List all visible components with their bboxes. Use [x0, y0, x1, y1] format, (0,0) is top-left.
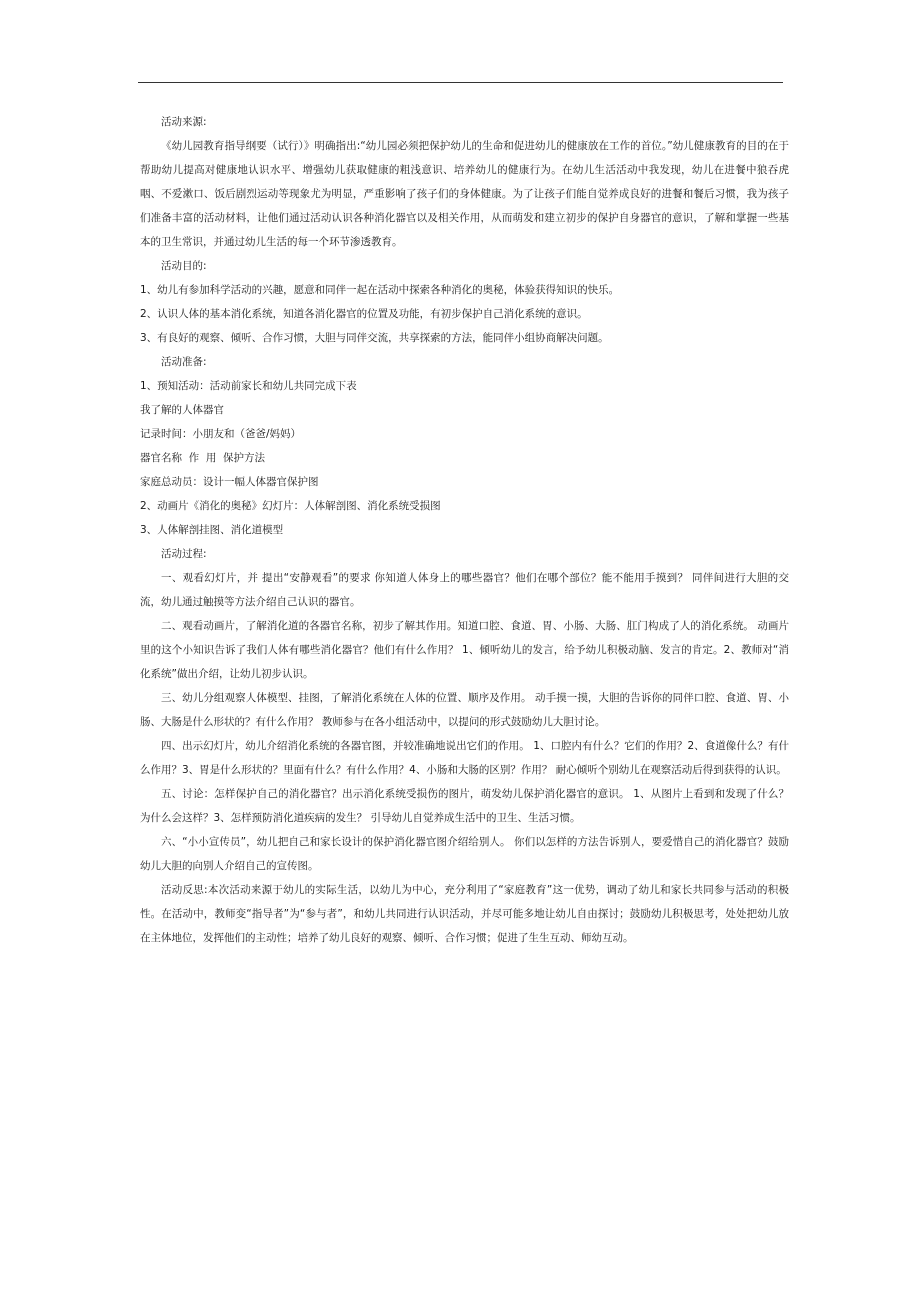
process-step-2: 二、观看动画片，了解消化道的各器官名称，初步了解其作用。知道口腔、食道、胃、小肠、大肠、肛门构成了人的消化系统。 动画片里的这个小知识告诉了我们人体有哪些消化器官？他们有什么作用？ 1、倾听幼儿的发言，给予幼儿积极动脑、发言的肯定。2、教师对“消化系统”做出介绍，让幼儿初步认识。 [140, 620, 789, 680]
heading-process: 活动过程: [161, 548, 207, 560]
process-step-1: 一、观看幻灯片，并 提出“安静观看”的要求 你知道人体身上的哪些器官？他们在哪个部位？能不能用手摸到？ 同伴间进行大胆的交流，幼儿通过触摸等方法介绍自己认识的器官。 [140, 572, 789, 608]
document-body [140, 110, 789, 950]
heading-goals: 活动目的: [161, 260, 207, 272]
paragraph-source: 《幼儿园教育指导纲要（试行）》明确指出:“幼儿园必须把保护幼儿的生命和促进幼儿的健康放在工作的首位。”幼儿健康教育的目的在于帮助幼儿提高对健康地认识水平、增强幼儿获取健康的粗浅意识、培养幼儿的健康行为。在幼儿生活活动中我发现，幼儿在进餐中狼吞虎咽、不爱漱口、饭后剧烈运动等现象尤为明显，严重影响了孩子们的身体健康。为了让孩子们能自觉养成良好的进餐和餐后习惯，我为孩子们准备丰富的活动材料，让他们通过活动认识各种消化器官以及相关作用，从而萌发和建立初步的保护自身器官的意识，了解和掌握一些基本的卫生常识，并通过幼儿生活的每一个环节渗透教育。 [140, 140, 789, 248]
process-step-5: 五、讨论：怎样保护自己的消化器官？出示消化系统受损伤的图片，萌发幼儿保护消化器官的意识。 1、从图片上看到和发现了什么？ 为什么会这样？3、怎样预防消化道疾病的发生？ 引导幼儿自觉养成生活中的卫生、生活习惯。 [140, 788, 789, 824]
heading-preparation: 活动准备: [161, 356, 207, 368]
paragraph-reflection: 活动反思:本次活动来源于幼儿的实际生活，以幼儿为中心，充分利用了“家庭教育”这一优势，调动了幼儿和家长共同参与活动的积极性。在活动中，教师变“指导者”为“参与者”，和幼儿共同进行认识活动，并尽可能多地让幼儿自由探讨；鼓励幼儿积极思考，处处把幼儿放在主体地位，发挥他们的主动性；培养了幼儿良好的观察、倾听、合作习惯；促进了生生互动、师幼互动。 [140, 884, 789, 944]
list-item-prep-1: 1、预知活动：活动前家长和幼儿共同完成下表 [140, 380, 357, 392]
heading-source: 活动来源: [161, 116, 207, 128]
prep-table-title: 我了解的人体器官 [140, 404, 224, 416]
process-step-3: 三、幼儿分组观察人体模型、挂图，了解消化系统在人体的位置、顺序及作用。 动手摸一摸，大胆的告诉你的同伴口腔、食道、胃、小肠、大肠是什么形状的？有什么作用？ 教师参与在各小组活动中，以提问的形式鼓励幼儿大胆讨论。 [140, 692, 789, 728]
list-item-goal-2: 2、认识人体的基本消化系统，知道各消化器官的位置及功能，有初步保护自己消化系统的意识。 [140, 308, 588, 320]
prep-family-task: 家庭总动员：设计一幅人体器官保护图 [140, 476, 319, 488]
prep-table-columns: 器官名称 作 用 保护方法 [140, 452, 266, 464]
list-item-goal-1: 1、幼儿有参加科学活动的兴趣，愿意和同伴一起在活动中探索各种消化的奥秘，体验获得知识的快乐。 [140, 284, 620, 296]
header-rule [138, 82, 783, 83]
process-step-6: 六、“小小宣传员”，幼儿把自己和家长设计的保护消化器官图介绍给别人。 你们以怎样的方法告诉别人，要爱惜自己的消化器官？鼓励幼儿大胆的向别人介绍自己的宣传图。 [140, 836, 789, 872]
list-item-prep-3: 3、人体解剖挂图、消化道模型 [140, 524, 284, 536]
prep-table-record-time: 记录时间：小朋友和（爸爸/妈妈） [140, 428, 302, 440]
list-item-goal-3: 3、有良好的观察、倾听、合作习惯，大胆与同伴交流，共享探索的方法，能同伴小组协商解决问题。 [140, 332, 609, 344]
process-step-4: 四、出示幻灯片，幼儿介绍消化系统的各器官图，并较准确地说出它们的作用。 1、口腔内有什么？它们的作用？2、食道像什么？有什么作用？3、胃是什么形状的？里面有什么？有什么作用？4、小肠和大肠的区别？作用？ 耐心倾听个别幼儿在观察活动后得到获得的认识。 [140, 740, 789, 776]
list-item-prep-2: 2、动画片《消化的奥秘》幻灯片：人体解剖图、消化系统受损图 [140, 500, 441, 512]
